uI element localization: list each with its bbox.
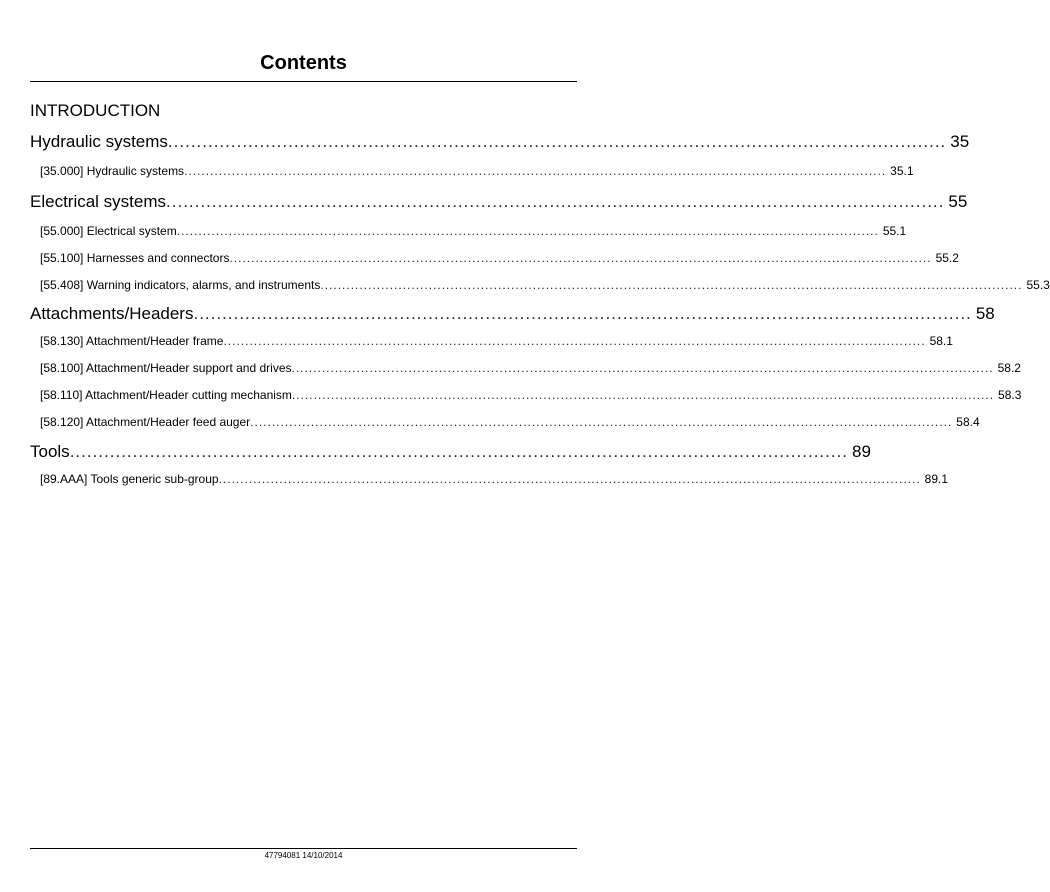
dot-leader: ........................................................................................................................................ bbox=[193, 304, 972, 323]
toc-chapter-electrical-systems[interactable] bbox=[30, 191, 968, 213]
toc-section-58-120[interactable] bbox=[40, 414, 980, 430]
toc-section-58-130[interactable] bbox=[40, 333, 953, 349]
toc-page-number: 55 bbox=[948, 192, 968, 211]
toc-entry-label: [58.130] Attachment/Header frame bbox=[40, 334, 224, 348]
dot-leader: .................................................................................................................................................................. bbox=[218, 472, 921, 486]
toc-entry-label: Hydraulic systems bbox=[30, 132, 168, 151]
toc-page-number: 35 bbox=[950, 132, 970, 151]
toc-section-89-aaa[interactable] bbox=[40, 471, 949, 487]
toc-entry-label: [55.100] Harnesses and connectors bbox=[40, 251, 230, 265]
dot-leader: .................................................................................................................................................................. bbox=[176, 224, 879, 238]
toc-entry-label: Attachments/Headers bbox=[30, 304, 194, 323]
toc-entry-label: [58.120] Attachment/Header feed auger bbox=[40, 415, 251, 429]
dot-leader: .................................................................................................................................................................. bbox=[184, 164, 887, 178]
title-divider bbox=[30, 81, 577, 82]
dot-leader: ........................................................................................................................................ bbox=[166, 192, 945, 211]
toc-page-number: 89.1 bbox=[924, 472, 949, 486]
dot-leader: .................................................................................................................................................................. bbox=[229, 251, 932, 265]
toc-page-number: 35.1 bbox=[890, 164, 914, 178]
dot-leader: ........................................................................................................................................ bbox=[69, 442, 849, 461]
toc-entry-label: [55.408] Warning indicators, alarms, and instruments bbox=[40, 278, 321, 292]
toc-section-58-110[interactable] bbox=[40, 387, 1022, 403]
footer-divider bbox=[30, 848, 577, 849]
toc-page-number: 55.1 bbox=[882, 224, 907, 238]
toc-page-number: 55.2 bbox=[935, 251, 959, 265]
dot-leader: .................................................................................................................................................................. bbox=[291, 361, 994, 375]
toc-chapter-attachments-headers[interactable] bbox=[30, 303, 995, 325]
toc-page-number: 55.3 bbox=[1026, 278, 1050, 292]
dot-leader: .................................................................................................................................................................. bbox=[291, 388, 995, 402]
introduction-heading: INTRODUCTION bbox=[30, 101, 161, 120]
toc-entry-label: [89.AAA] Tools generic sub-group bbox=[40, 472, 219, 486]
dot-leader: .................................................................................................................................................................. bbox=[250, 415, 953, 429]
toc-section-58-100[interactable] bbox=[40, 360, 1021, 376]
toc-page-number: 58 bbox=[975, 304, 995, 323]
toc-section-55-000[interactable] bbox=[40, 223, 907, 239]
toc-entry-label: [35.000] Hydraulic systems bbox=[40, 164, 185, 178]
toc-page-number: 58.2 bbox=[997, 361, 1021, 375]
toc-chapter-hydraulic-systems[interactable] bbox=[30, 131, 970, 153]
toc-entry-label: [55.000] Electrical system bbox=[40, 224, 177, 238]
toc-entry-label: Electrical systems bbox=[30, 192, 167, 211]
toc-entry-label: Tools bbox=[30, 442, 70, 461]
toc-page-number: 58.1 bbox=[929, 334, 953, 348]
page-title: Contents bbox=[260, 52, 347, 74]
toc-page-number: 58.3 bbox=[998, 388, 1022, 402]
toc-chapter-tools[interactable] bbox=[30, 441, 871, 463]
toc-entry-label: [58.100] Attachment/Header support and drives bbox=[40, 361, 292, 375]
toc-section-55-408[interactable] bbox=[40, 277, 1050, 293]
toc-entry-label: [58.110] Attachment/Header cutting mechanism bbox=[40, 388, 292, 402]
dot-leader: .................................................................................................................................................................. bbox=[223, 334, 926, 348]
dot-leader: ........................................................................................................................................ bbox=[167, 132, 947, 151]
toc-page-number: 58.4 bbox=[956, 415, 980, 429]
footer-document-id: 47794081 14/10/2014 bbox=[264, 851, 343, 860]
dot-leader: .................................................................................................................................................................. bbox=[320, 278, 1023, 292]
toc-section-35-000[interactable] bbox=[40, 163, 914, 179]
toc-page-number: 89 bbox=[852, 442, 871, 461]
toc-section-55-100[interactable] bbox=[40, 250, 959, 266]
